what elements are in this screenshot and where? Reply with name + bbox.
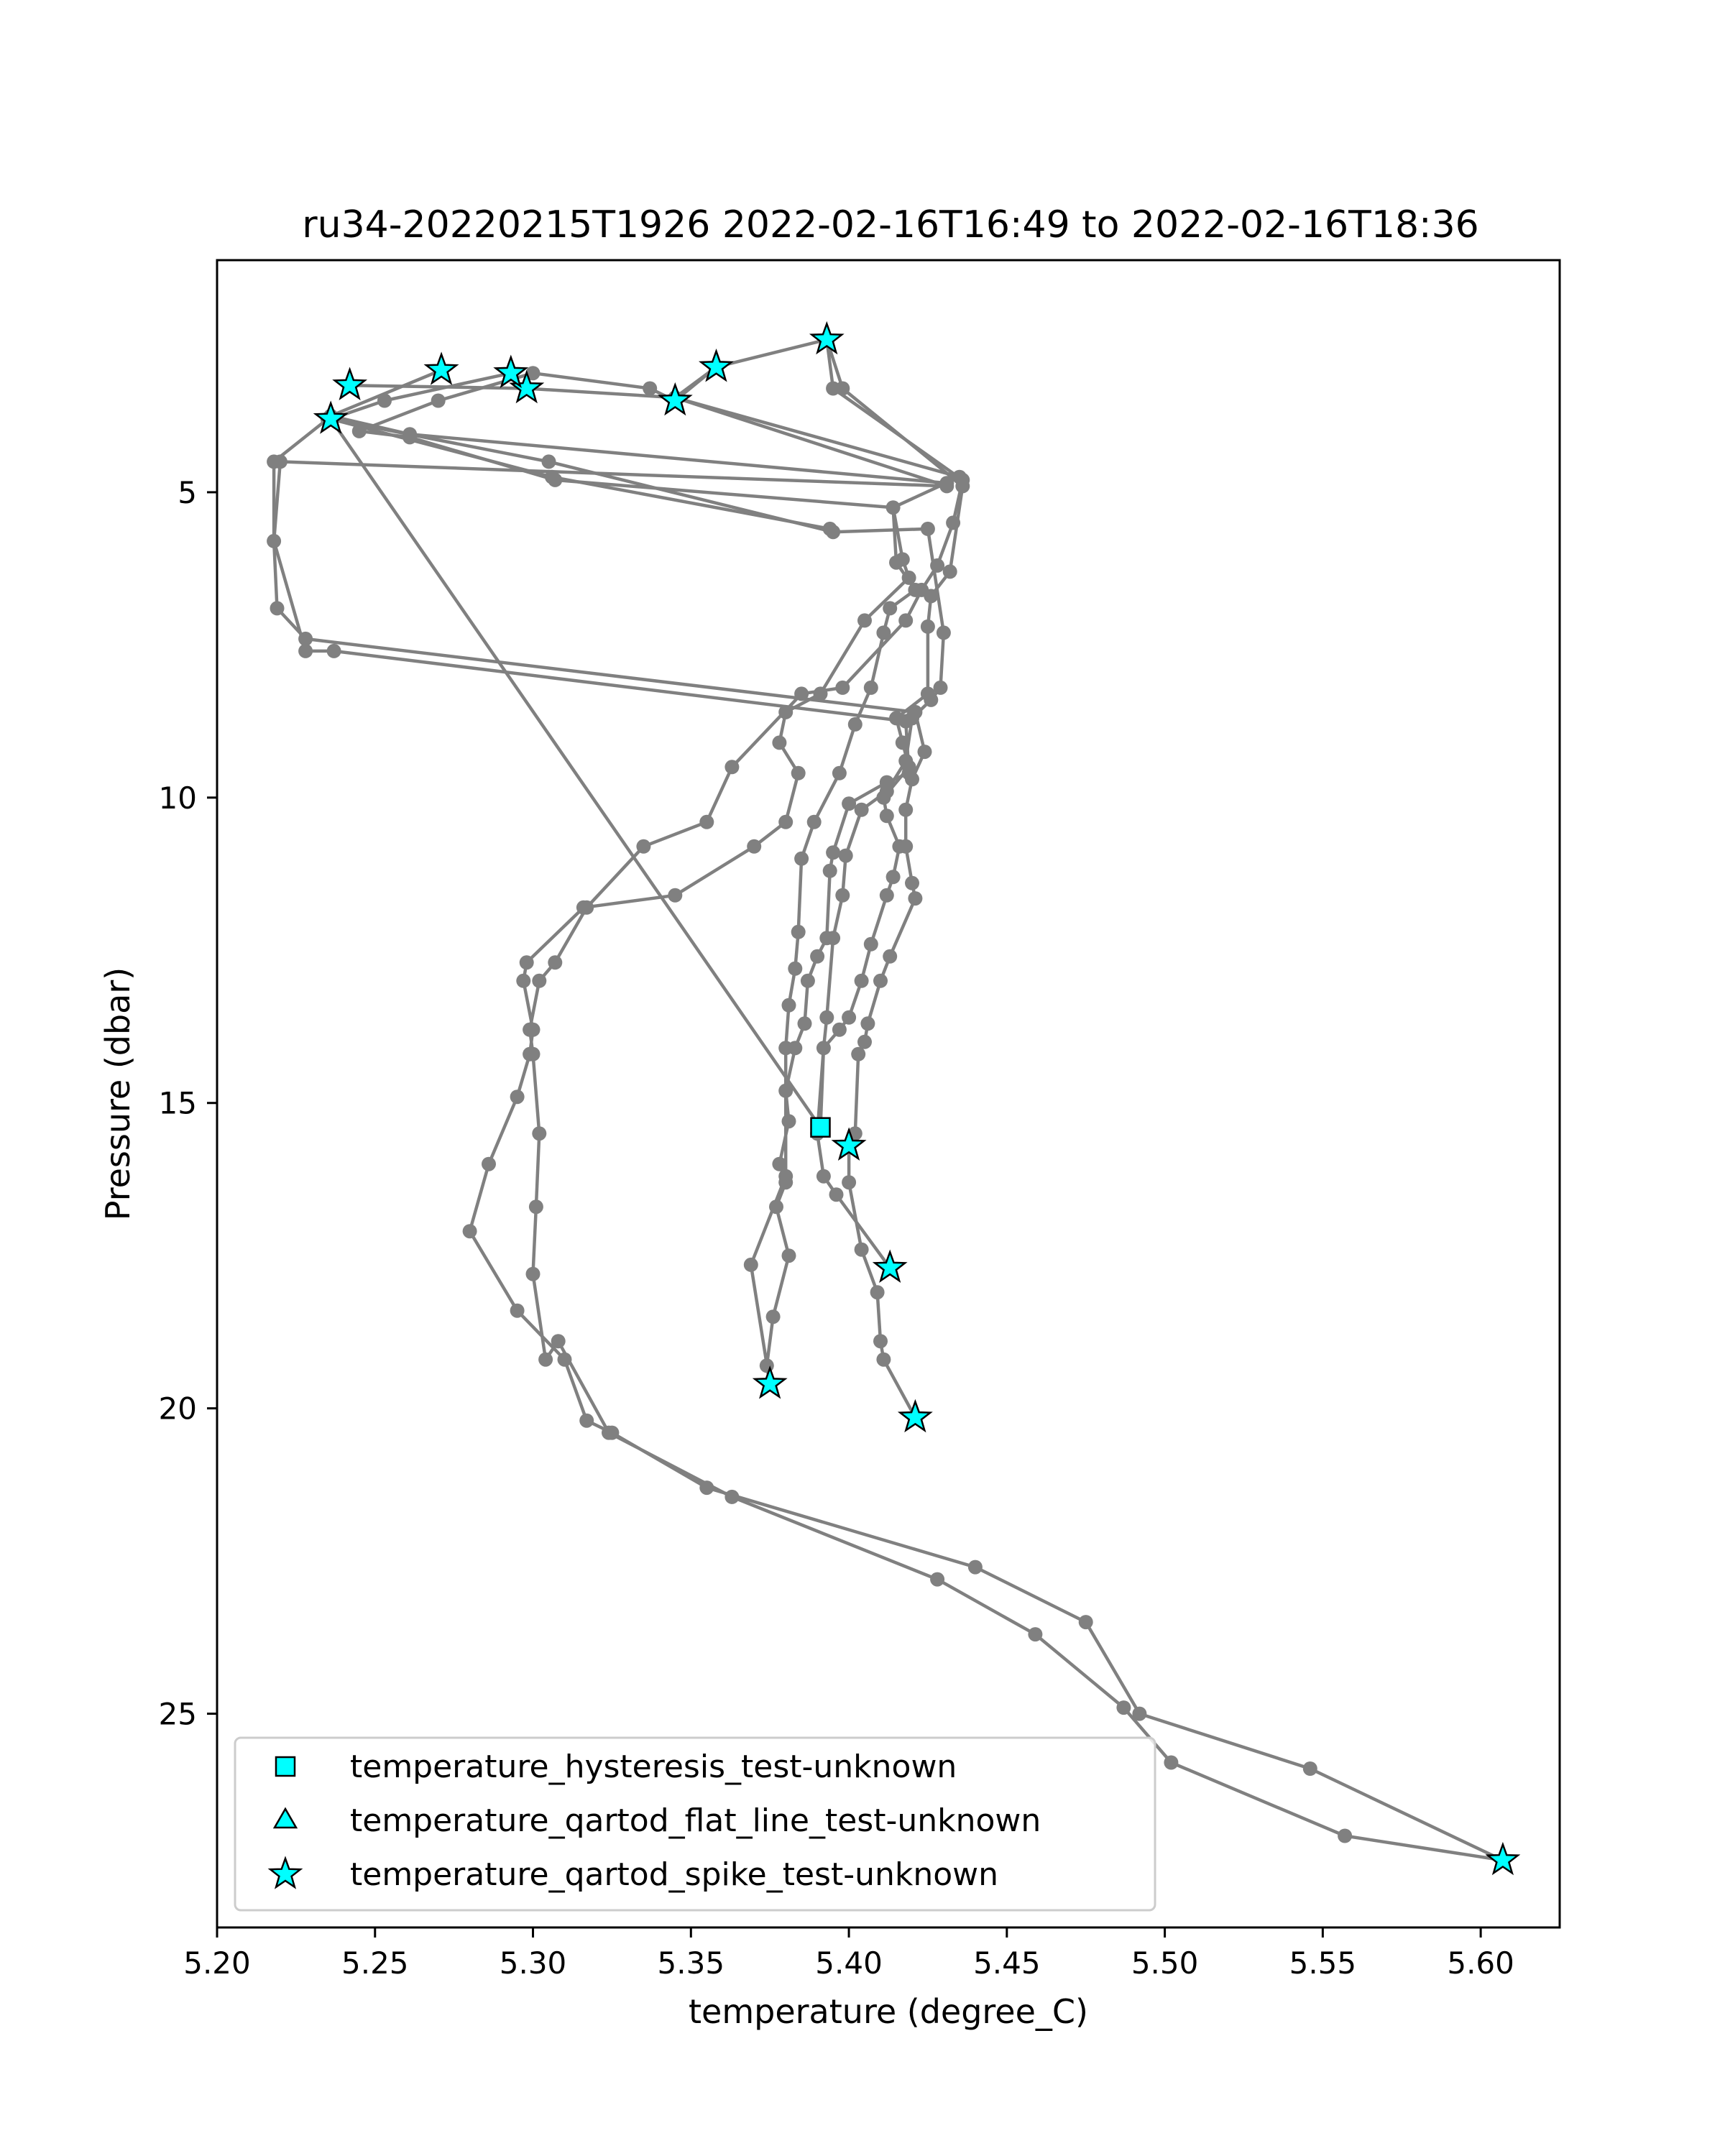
profile-point: [955, 479, 970, 493]
profile-point: [782, 1248, 796, 1263]
profile-point: [921, 619, 935, 634]
x-tick-label: 5.50: [1131, 1945, 1199, 1981]
profile-point: [532, 1126, 546, 1141]
profile-point: [431, 394, 446, 408]
x-tick-label: 5.45: [973, 1945, 1041, 1981]
profile-point: [829, 1187, 844, 1202]
y-tick-label: 10: [158, 780, 197, 816]
profile-point: [643, 382, 657, 396]
profile-point: [548, 955, 562, 969]
legend: [235, 1738, 1155, 1910]
profile-point: [523, 1023, 537, 1037]
profile-point: [896, 735, 910, 750]
profile-point: [1303, 1761, 1317, 1776]
profile-point: [352, 424, 367, 438]
profile-point: [857, 613, 872, 627]
legend-entry-spike: [270, 1856, 998, 1893]
profile-point: [1116, 1700, 1131, 1715]
profile-point: [819, 931, 834, 945]
hysteresis-flag-marker: [811, 1118, 830, 1137]
profile-point: [842, 1175, 856, 1189]
profile-point: [934, 681, 948, 695]
profile-point: [807, 815, 822, 829]
x-tick-label: 5.20: [183, 1945, 251, 1981]
profile-point: [699, 815, 714, 829]
profile-point: [870, 1285, 885, 1299]
profile-point: [902, 571, 916, 585]
profile-point: [772, 1157, 786, 1171]
y-tick-label: 20: [158, 1391, 197, 1427]
profile-point: [842, 1010, 856, 1025]
profile-point: [930, 1572, 944, 1587]
profile-point: [823, 864, 837, 878]
profile-point: [855, 803, 869, 817]
profile-point: [835, 681, 850, 695]
profile-point: [873, 974, 888, 988]
profile-point: [908, 891, 922, 906]
profile-point: [1079, 1615, 1093, 1629]
profile-point: [876, 1353, 891, 1367]
profile-point: [510, 1089, 525, 1104]
profile-point: [510, 1304, 525, 1318]
profile-point: [1338, 1829, 1352, 1843]
profile-point: [558, 1353, 572, 1367]
profile-point: [816, 1041, 831, 1055]
profile-point: [889, 711, 903, 725]
profile-point: [636, 839, 650, 854]
y-tick-label: 15: [158, 1085, 197, 1121]
profile-point: [327, 644, 341, 658]
profile-point: [860, 1016, 875, 1031]
y-tick-label: 25: [158, 1696, 197, 1732]
profile-point: [538, 1353, 553, 1367]
profile-point: [921, 686, 935, 701]
profile-point: [939, 476, 954, 490]
profile-point: [766, 1309, 781, 1324]
profile-point: [744, 1258, 758, 1272]
profile-point: [842, 796, 856, 811]
profile-point: [889, 556, 903, 570]
profile-point: [921, 522, 935, 536]
profile-point: [579, 1414, 594, 1428]
profile-point: [832, 1023, 847, 1037]
x-tick-label: 5.60: [1447, 1945, 1514, 1981]
profile-point: [778, 1169, 793, 1184]
profile-point: [819, 1010, 834, 1025]
profile-point: [880, 888, 894, 903]
profile-point: [778, 1084, 793, 1098]
profile-point: [1132, 1707, 1146, 1721]
x-tick-label: 5.25: [341, 1945, 409, 1981]
profile-point: [526, 1267, 540, 1281]
profile-point: [699, 1480, 714, 1495]
profile-point: [794, 852, 809, 866]
profile-point: [778, 1041, 793, 1055]
profile-point: [747, 839, 761, 854]
profile-point: [267, 534, 281, 548]
profile-point: [810, 949, 824, 964]
profile-point: [898, 613, 913, 627]
profile-point: [724, 1490, 739, 1504]
x-tick-label: 5.35: [657, 1945, 725, 1981]
profile-point: [839, 849, 853, 863]
profile-point: [826, 845, 840, 860]
profile-point: [873, 1334, 888, 1348]
profile-point: [968, 1560, 983, 1575]
profile-point: [943, 564, 957, 579]
profile-point: [542, 454, 556, 469]
profile-point: [855, 974, 869, 988]
profile-point: [760, 1358, 774, 1373]
profile-point: [579, 900, 594, 915]
profile-point: [857, 1035, 872, 1049]
x-tick-label: 5.30: [499, 1945, 567, 1981]
profile-point: [902, 760, 916, 774]
legend-label-hysteresis: temperature_hysteresis_test-unknown: [350, 1749, 957, 1785]
profile-point: [883, 949, 897, 964]
profile-point: [864, 937, 878, 952]
profile-point: [791, 766, 806, 780]
profile-point: [782, 998, 796, 1013]
x-axis-label: temperature (degree_C): [689, 1992, 1088, 2031]
profile-point: [946, 515, 960, 530]
legend-label-spike: temperature_qartod_spike_test-unknown: [350, 1856, 999, 1893]
profile-point: [937, 625, 951, 640]
x-tick-label: 5.40: [815, 1945, 883, 1981]
chart-title: ru34-20220215T1926 2022-02-16T16:49 to 2022-02-16T18:36: [302, 203, 1479, 247]
profile-point: [1164, 1756, 1178, 1770]
profile-point: [835, 888, 850, 903]
legend-entry-hysteresis: [276, 1749, 957, 1785]
profile-point: [778, 705, 793, 719]
profile-point: [876, 625, 891, 640]
x-tick-label: 5.55: [1289, 1945, 1357, 1981]
profile-point: [551, 1334, 566, 1348]
profile-point: [886, 870, 901, 884]
profile-point: [602, 1426, 616, 1440]
profile-point: [724, 760, 739, 774]
profile-point: [270, 601, 285, 615]
profile-point: [778, 815, 793, 829]
profile-point: [835, 382, 850, 396]
y-tick-label: 5: [178, 474, 197, 510]
profile-point: [782, 1114, 796, 1128]
profile-point: [883, 601, 897, 615]
profile-point: [864, 681, 878, 695]
profile-point: [886, 500, 901, 515]
profile-point: [880, 808, 894, 823]
profile-point: [930, 558, 944, 573]
legend-label-flat-line: temperature_qartod_flat_line_test-unknown: [350, 1802, 1041, 1839]
profile-point: [898, 803, 913, 817]
profile-point: [924, 589, 938, 603]
profile-point: [855, 1243, 869, 1257]
profile-point: [402, 427, 417, 441]
profile-point: [377, 394, 392, 408]
profile-point: [918, 745, 932, 759]
profile-point: [772, 735, 786, 750]
profile-point: [526, 1047, 540, 1061]
profile-point: [876, 791, 891, 805]
profile-point: [880, 775, 894, 790]
profile-point: [892, 839, 906, 854]
profile-point: [801, 974, 815, 988]
profile-point: [791, 925, 806, 939]
profile-point: [545, 470, 559, 484]
profile-point: [267, 454, 281, 469]
profile-point: [298, 644, 313, 658]
profile-point: [532, 974, 546, 988]
profile-point: [516, 974, 530, 988]
profile-point: [668, 888, 682, 903]
profile-point: [832, 766, 847, 780]
profile-point: [788, 962, 802, 976]
profile-point: [463, 1224, 477, 1238]
profile-point: [1028, 1627, 1042, 1641]
profile-point: [482, 1157, 496, 1171]
profile-point: [520, 955, 534, 969]
profile-point: [823, 522, 837, 536]
legend-entry-flat-line: [275, 1802, 1041, 1839]
y-axis-label: Pressure (dbar): [98, 967, 137, 1221]
profile-point: [908, 583, 922, 597]
profile-point: [798, 1016, 812, 1031]
profile-point: [529, 1199, 543, 1214]
profile-point: [816, 1169, 831, 1184]
profile-point: [851, 1047, 865, 1061]
profile-point: [794, 686, 809, 701]
profile-point: [814, 686, 828, 701]
profile-point: [905, 876, 919, 890]
square-marker-icon: [276, 1757, 295, 1776]
profile-point: [769, 1199, 783, 1214]
profile-point: [848, 717, 862, 732]
